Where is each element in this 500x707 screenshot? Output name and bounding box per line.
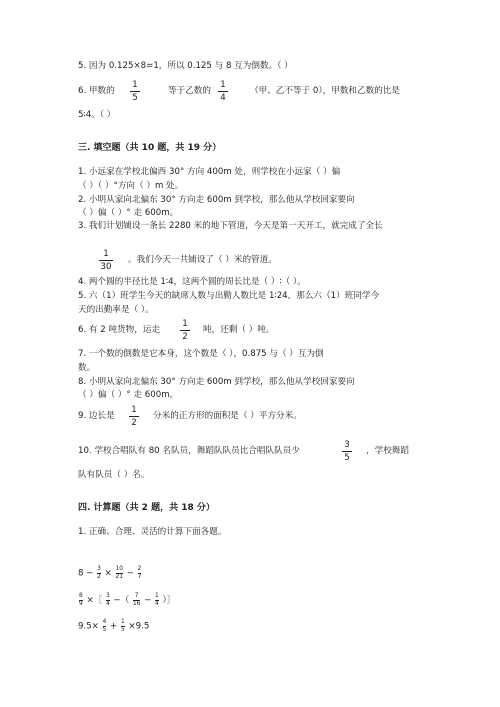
fraction: $\frac{4}{5}$ <box>102 619 107 633</box>
fraction-1-30: 1 30 <box>100 249 112 272</box>
s3-question-6a: 6. 有 2 吨货物，运走 <box>78 325 161 335</box>
section-4-title: 四. 计算题（共 2 题，共 18 分） <box>78 503 215 513</box>
s3-question-9a: 9. 边长是 <box>78 411 115 421</box>
s3-question-3b: 。我们今天一共铺设了（ ）米的管道。 <box>128 255 277 265</box>
s3-question-10c: 队有队员（ ）名。 <box>78 470 150 480</box>
question-6-part2: 等于乙数的 <box>168 86 211 96</box>
fraction-1-5: 1 5 <box>128 80 142 103</box>
fraction-1-4: 1 4 <box>216 80 230 103</box>
question-6-part4: 5∶4。（ ） <box>78 110 116 120</box>
s3-question-5b: 天的出勤率是（ ）。 <box>78 305 154 315</box>
fraction: $\frac{1}{4}$ <box>155 593 159 607</box>
fraction-3-5: 3 5 <box>340 440 354 463</box>
s3-question-9b: 分米的正方形的面积是（ ）平方分米。 <box>153 411 302 421</box>
s3-question-8b: （ ）偏（ ）° 走 600m。 <box>78 390 179 400</box>
expression-3: 9.5× $\frac{4}{5}$ + $\frac{1}{5}$ ×9.5 <box>78 619 150 633</box>
fraction: $\frac{10}{21}$ <box>115 566 123 580</box>
s3-question-10b: ，学校舞蹈 <box>366 446 409 456</box>
fraction-1-2-a: 1 2 <box>178 319 192 342</box>
s3-question-3a: 3. 我们计划铺设一条长 2280 米的地下管道，今天是第一天开工，就完成了全长 <box>78 221 383 231</box>
fraction: $\frac{7}{16}$ <box>132 593 141 607</box>
fraction: $\frac{3}{4}$ <box>105 593 110 607</box>
expression-1: 8 − $\frac{3}{2}$ × $\frac{10}{21}$ − $\frac{2}{7}$ <box>78 566 142 580</box>
fraction-1-2-b: 1 2 <box>127 405 141 428</box>
s3-question-4: 4. 两个圆的半径比是 1∶4，这两个圆的周长比是（ ）∶（ ）。 <box>78 277 306 287</box>
expression-2: $\frac{8}{9}$ ×［ $\frac{3}{4}$ −（ $\frac{7}{16}$ − $\frac{1}{4}$ ）］ <box>79 593 176 607</box>
s3-question-2a: 2. 小明从家向北偏东 30° 方向走 600m 到学校，那么他从学校回家要向 <box>78 195 355 205</box>
s3-question-8a: 8. 小明从家向北偏东 30° 方向走 600m 到学校，那么他从学校回家要向 <box>78 377 355 387</box>
s4-intro: 1. 正确、合理、灵活的计算下面各题。 <box>78 527 227 537</box>
s3-question-1b: （ ）（ ）°方向（ ）m 处。 <box>78 181 184 191</box>
section-3-title: 三. 填空题（共 10 题，共 19 分） <box>78 143 222 153</box>
s3-question-5a: 5. 六（1）班学生今天的缺席人数与出勤人数比是 1∶24，那么六（1）班同学今 <box>78 291 380 301</box>
s3-question-6b: 吨，还剩（ ）吨。 <box>203 325 275 335</box>
question-5: 5. 因为 0.125×8=1，所以 0.125 与 8 互为倒数。（ ） <box>78 61 293 71</box>
fraction: $\frac{2}{7}$ <box>137 566 142 580</box>
s3-question-1a: 1. 小远家在学校北偏西 30° 方向 400m 处，则学校在小远家（ ）偏 <box>78 167 341 177</box>
s3-question-7b: 数。 <box>78 363 96 373</box>
fraction: $\frac{3}{2}$ <box>97 566 101 580</box>
s3-question-10a: 10. 学校合唱队有 80 名队员，舞蹈队队员比合唱队队员少 <box>78 446 300 456</box>
question-6-part1: 6. 甲数的 <box>78 86 115 96</box>
s3-question-7a: 7. 一个数的倒数是它本身，这个数是（ ），0.875 与（ ）互为倒 <box>78 349 324 359</box>
s3-question-2b: （ ）偏（ ）° 走 600m。 <box>78 208 179 218</box>
fraction: $\frac{1}{5}$ <box>120 619 125 633</box>
question-6-part3: （甲、乙不等于 0），甲数和乙数的比是 <box>250 86 400 96</box>
fraction: $\frac{8}{9}$ <box>79 593 83 607</box>
